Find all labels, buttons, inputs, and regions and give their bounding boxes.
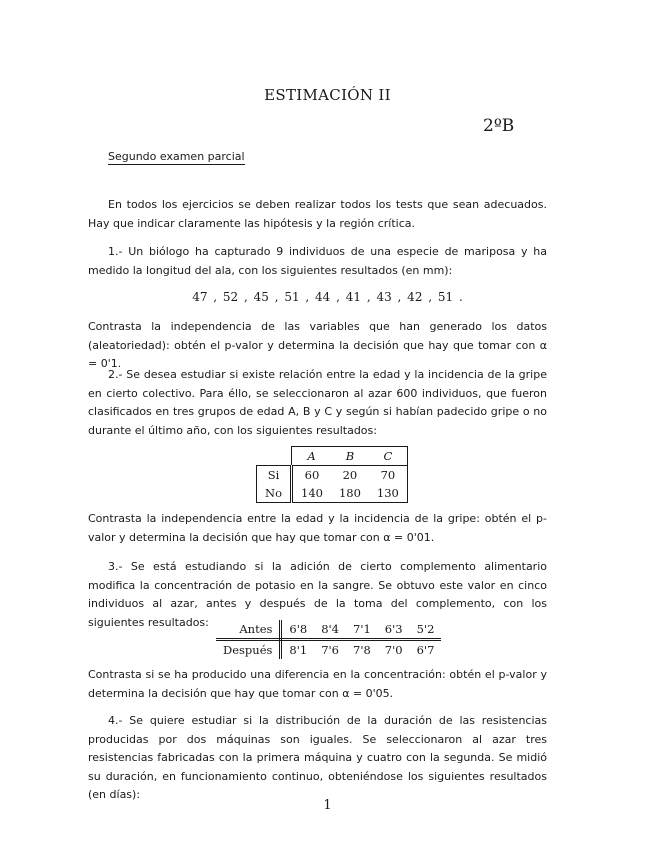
exercise-3-question: Contrasta si se ha producido una diferencia en la concentración: obtén el p-valor y determina la decisión que hay que tomar con α = 0'05. xyxy=(88,668,547,700)
exercise-1-statement: 1.- Un biólogo ha capturado 9 individuos de una especie de mariposa y ha medido la longitud del ala, con los siguientes resultados (en mm): xyxy=(88,245,547,277)
exercise-2-question: Contrasta la independencia entre la edad y la incidencia de la gripe: obtén el p-valor y determina la decisión que hay que tomar con α = 0'01. xyxy=(88,512,547,544)
exam-subtitle: Segundo examen parcial xyxy=(108,150,245,163)
page-number: 1 xyxy=(323,798,332,813)
exercise-1-question: Contrasta la independencia de las variables que han generado los datos (aleatoriedad): obtén el p-valor y determina la decisión que hay que tomar con α = 0'1. xyxy=(88,320,547,370)
row-label: Antes xyxy=(216,620,281,640)
table-cell: 70 xyxy=(369,466,407,485)
exercise-3-table xyxy=(216,620,441,659)
row-label: Después xyxy=(216,640,281,660)
table-cell: 20 xyxy=(331,466,369,485)
table-cell: 6'8 xyxy=(281,620,314,640)
table-cell: 140 xyxy=(292,484,331,503)
table-cell: 8'1 xyxy=(289,643,308,657)
table-cell: 7'0 xyxy=(384,643,403,657)
table-cell: 8'4 xyxy=(314,620,346,640)
table-cell: 6'3 xyxy=(378,620,410,640)
table-cell: 180 xyxy=(331,484,369,503)
table-row xyxy=(216,620,441,640)
table-header-row xyxy=(257,447,408,466)
exercise-3-statement: 3.- Se está estudiando si la adición de cierto complemento alimentario modifica la concentración de potasio en la sangre. Se obtuvo este valor en cinco individuos al azar, antes y después de la toma del complemento, con los siguientes resultados: xyxy=(88,560,547,629)
row-label: No xyxy=(257,484,292,503)
table-header-cell: A xyxy=(292,447,331,466)
table-cell: 60 xyxy=(292,466,331,485)
intro-paragraph: En todos los ejercicios se deben realizar todos los tests que sean adecuados. Hay que indicar claramente las hipótesis y la región crítica. xyxy=(88,198,547,230)
table-row xyxy=(257,484,408,503)
table-cell: 5'2 xyxy=(410,620,442,640)
exercise-2-table xyxy=(256,446,408,503)
table-header-cell: C xyxy=(369,447,407,466)
exercise-1-data: 47 , 52 , 45 , 51 , 44 , 41 , 43 , 42 , 51 . xyxy=(192,290,463,304)
table-cell: 130 xyxy=(369,484,407,503)
exercise-4-statement: 4.- Se quiere estudiar si la distribución de la duración de las resistencias producidas por dos máquinas son iguales. Se seleccionaron al azar tres resistencias fabricadas con la primera máquina y cuatro con la segunda. Se midió su duración, en funcionamiento continuo, obteniéndose los siguientes resultados (en días): xyxy=(88,714,547,801)
group-label: 2ºB xyxy=(483,116,515,136)
row-label: Si xyxy=(257,466,292,485)
table-row xyxy=(257,466,408,485)
table-cell: 6'7 xyxy=(416,643,435,657)
table-cell: 7'1 xyxy=(346,620,378,640)
table-row xyxy=(216,640,441,660)
table-cell: 7'6 xyxy=(321,643,339,657)
table-header-cell: B xyxy=(331,447,369,466)
exercise-2-statement: 2.- Se desea estudiar si existe relación entre la edad y la incidencia de la gripe en cierto colectivo. Para éllo, se seleccionaron al azar 600 individuos, que fueron clasificados en tres grupos de edad A, B y C y según si habían padecido gripe o no durante el último año, con los siguientes resultados: xyxy=(88,368,547,437)
document-title: ESTIMACIÓN II xyxy=(264,86,391,104)
table-cell: 7'8 xyxy=(353,643,371,657)
